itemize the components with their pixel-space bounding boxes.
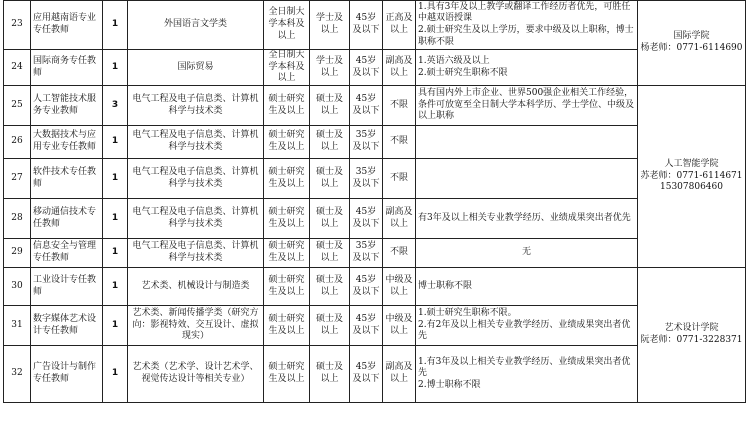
major-requirement: 电气工程及电子信息类、计算机科学与技术类 [128, 86, 264, 126]
contact-line: 杨老师：0771-6114690 [640, 43, 743, 54]
table-row [4, 306, 746, 346]
table-row [4, 126, 746, 159]
contact-line: 人工智能学院 [664, 159, 719, 170]
education-requirement: 全日制大学本科及以上 [264, 1, 310, 50]
age-requirement: 45岁及以下 [350, 268, 383, 306]
other-requirements [416, 306, 638, 346]
major-requirement: 国际贸易 [128, 50, 264, 86]
title-requirement: 不限 [383, 239, 416, 268]
title-requirement: 中级及以上 [383, 306, 416, 346]
post-name: 广告设计与制作专任教师 [31, 346, 103, 403]
education-requirement: 硕士研究生及以上 [264, 199, 310, 239]
post-name: 软件技术专任教师 [31, 159, 103, 199]
table-row [4, 268, 746, 306]
title-requirement: 副高及以上 [383, 199, 416, 239]
age-requirement: 45岁及以下 [350, 199, 383, 239]
headcount: 1 [103, 346, 128, 403]
row-number: 25 [4, 86, 31, 126]
title-requirement: 中级及以上 [383, 268, 416, 306]
title-requirement: 正高及以上 [383, 1, 416, 50]
contact-info [638, 268, 746, 403]
title-requirement: 不限 [383, 86, 416, 126]
education-requirement: 硕士研究生及以上 [264, 306, 310, 346]
degree-requirement: 硕士及以上 [310, 159, 350, 199]
row-number: 32 [4, 346, 31, 403]
age-requirement: 45岁及以下 [350, 50, 383, 86]
requirement-line: 有3年及以上相关专业教学经历、业绩成果突出者优先 [418, 212, 631, 223]
table-row [4, 1, 746, 50]
major-requirement: 电气工程及电子信息类、计算机科学与技术类 [128, 126, 264, 159]
requirement-line: 1.有3年及以上相关专业教学经历、业绩成果突出者优先 [418, 356, 631, 379]
requirement-line: 2.有2年及以上相关专业教学经历、业绩成果突出者优先 [418, 319, 631, 342]
other-requirements [416, 268, 638, 306]
degree-requirement: 硕士及以上 [310, 199, 350, 239]
major-requirement: 艺术类（艺术学、设计艺术学、视觉传达设计等相关专业） [128, 346, 264, 403]
education-requirement: 硕士研究生及以上 [264, 126, 310, 159]
row-number: 29 [4, 239, 31, 268]
post-name: 应用越南语专业专任教师 [31, 1, 103, 50]
headcount: 1 [103, 306, 128, 346]
age-requirement: 45岁及以下 [350, 306, 383, 346]
headcount: 1 [103, 126, 128, 159]
headcount: 1 [103, 239, 128, 268]
other-requirements [416, 50, 638, 86]
requirement-line: 2.博士职称不限 [418, 379, 481, 390]
contact-info [638, 86, 746, 268]
major-requirement: 外国语言文学类 [128, 1, 264, 50]
contact-info [638, 1, 746, 86]
contact-line: 阮老师：0771-3228371 [640, 335, 743, 346]
age-requirement: 35岁及以下 [350, 159, 383, 199]
other-requirements [416, 159, 638, 199]
row-number: 26 [4, 126, 31, 159]
headcount: 1 [103, 159, 128, 199]
table-row [4, 159, 746, 199]
age-requirement: 45岁及以下 [350, 1, 383, 50]
table-row [4, 50, 746, 86]
other-requirements [416, 126, 638, 159]
other-requirements [416, 86, 638, 126]
headcount: 1 [103, 50, 128, 86]
row-number: 24 [4, 50, 31, 86]
education-requirement: 硕士研究生及以上 [264, 268, 310, 306]
age-requirement: 35岁及以下 [350, 239, 383, 268]
table-row [4, 199, 746, 239]
contact-line: 苏老师：0771-6114671 [640, 170, 743, 181]
age-requirement: 45岁及以下 [350, 86, 383, 126]
requirement-line: 具有国内外上市企业、世界500强企业相关工作经验，条件可放宽至全日制大学本科学历、学士学位、中级及以上职称 [418, 88, 635, 122]
headcount: 1 [103, 199, 128, 239]
degree-requirement: 硕士及以上 [310, 239, 350, 268]
education-requirement: 全日制大学本科及以上 [264, 50, 310, 86]
headcount: 1 [103, 1, 128, 50]
requirement-line: 1.硕士研究生职称不限。 [418, 308, 517, 319]
age-requirement: 45岁及以下 [350, 346, 383, 403]
post-name: 移动通信技术专任教师 [31, 199, 103, 239]
requirement-line: 1.英语六级及以上 [418, 55, 490, 66]
requirement-line: 1.具有3年及以上教学或翻译工作经历者优先，可胜任中越双语授课 [418, 1, 631, 24]
recruitment-table [3, 0, 746, 403]
table-body [4, 1, 746, 403]
other-requirements [416, 239, 638, 268]
contact-line: 国际学院 [673, 31, 710, 42]
degree-requirement: 硕士及以上 [310, 306, 350, 346]
row-number: 30 [4, 268, 31, 306]
table-row [4, 86, 746, 126]
major-requirement: 艺术类、新闻传播学类（研究方向：影视特效、交互设计、虚拟现实） [128, 306, 264, 346]
major-requirement: 艺术类、机械设计与制造类 [128, 268, 264, 306]
post-name: 工业设计专任教师 [31, 268, 103, 306]
row-number: 28 [4, 199, 31, 239]
post-name: 人工智能技术服务专业教师 [31, 86, 103, 126]
contact-line: 艺术设计学院 [664, 323, 719, 334]
headcount: 1 [103, 268, 128, 306]
degree-requirement: 硕士及以上 [310, 86, 350, 126]
degree-requirement: 硕士及以上 [310, 346, 350, 403]
contact-line: 15307806460 [660, 182, 723, 193]
other-requirements [416, 1, 638, 50]
post-name: 国际商务专任教师 [31, 50, 103, 86]
major-requirement: 电气工程及电子信息类、计算机科学与技术类 [128, 239, 264, 268]
table-row [4, 239, 746, 268]
major-requirement: 电气工程及电子信息类、计算机科学与技术类 [128, 159, 264, 199]
post-name: 大数据技术与应用专业专任教师 [31, 126, 103, 159]
degree-requirement: 硕士及以上 [310, 126, 350, 159]
row-number: 27 [4, 159, 31, 199]
education-requirement: 硕士研究生及以上 [264, 86, 310, 126]
degree-requirement: 硕士及以上 [310, 268, 350, 306]
post-name: 数字媒体艺术设计专任教师 [31, 306, 103, 346]
headcount: 3 [103, 86, 128, 126]
other-requirements [416, 346, 638, 403]
post-name: 信息安全与管理专任教师 [31, 239, 103, 268]
requirement-line: 无 [521, 247, 531, 258]
row-number: 31 [4, 306, 31, 346]
title-requirement: 不限 [383, 126, 416, 159]
major-requirement: 电气工程及电子信息类、计算机科学与技术类 [128, 199, 264, 239]
requirement-line: 2.硕士研究生职称不限 [418, 67, 508, 78]
education-requirement: 硕士研究生及以上 [264, 346, 310, 403]
table-row [4, 346, 746, 403]
title-requirement: 副高及以上 [383, 50, 416, 86]
degree-requirement: 学士及以上 [310, 50, 350, 86]
age-requirement: 35岁及以下 [350, 126, 383, 159]
degree-requirement: 学士及以上 [310, 1, 350, 50]
education-requirement: 硕士研究生及以上 [264, 159, 310, 199]
requirement-line: 2.硕士研究生及以上学历，要求中级及以上职称，博士职称不限 [418, 25, 634, 47]
title-requirement: 副高及以上 [383, 346, 416, 403]
other-requirements [416, 199, 638, 239]
title-requirement: 不限 [383, 159, 416, 199]
education-requirement: 硕士研究生及以上 [264, 239, 310, 268]
requirement-line: 博士职称不限 [418, 280, 473, 291]
row-number: 23 [4, 1, 31, 50]
